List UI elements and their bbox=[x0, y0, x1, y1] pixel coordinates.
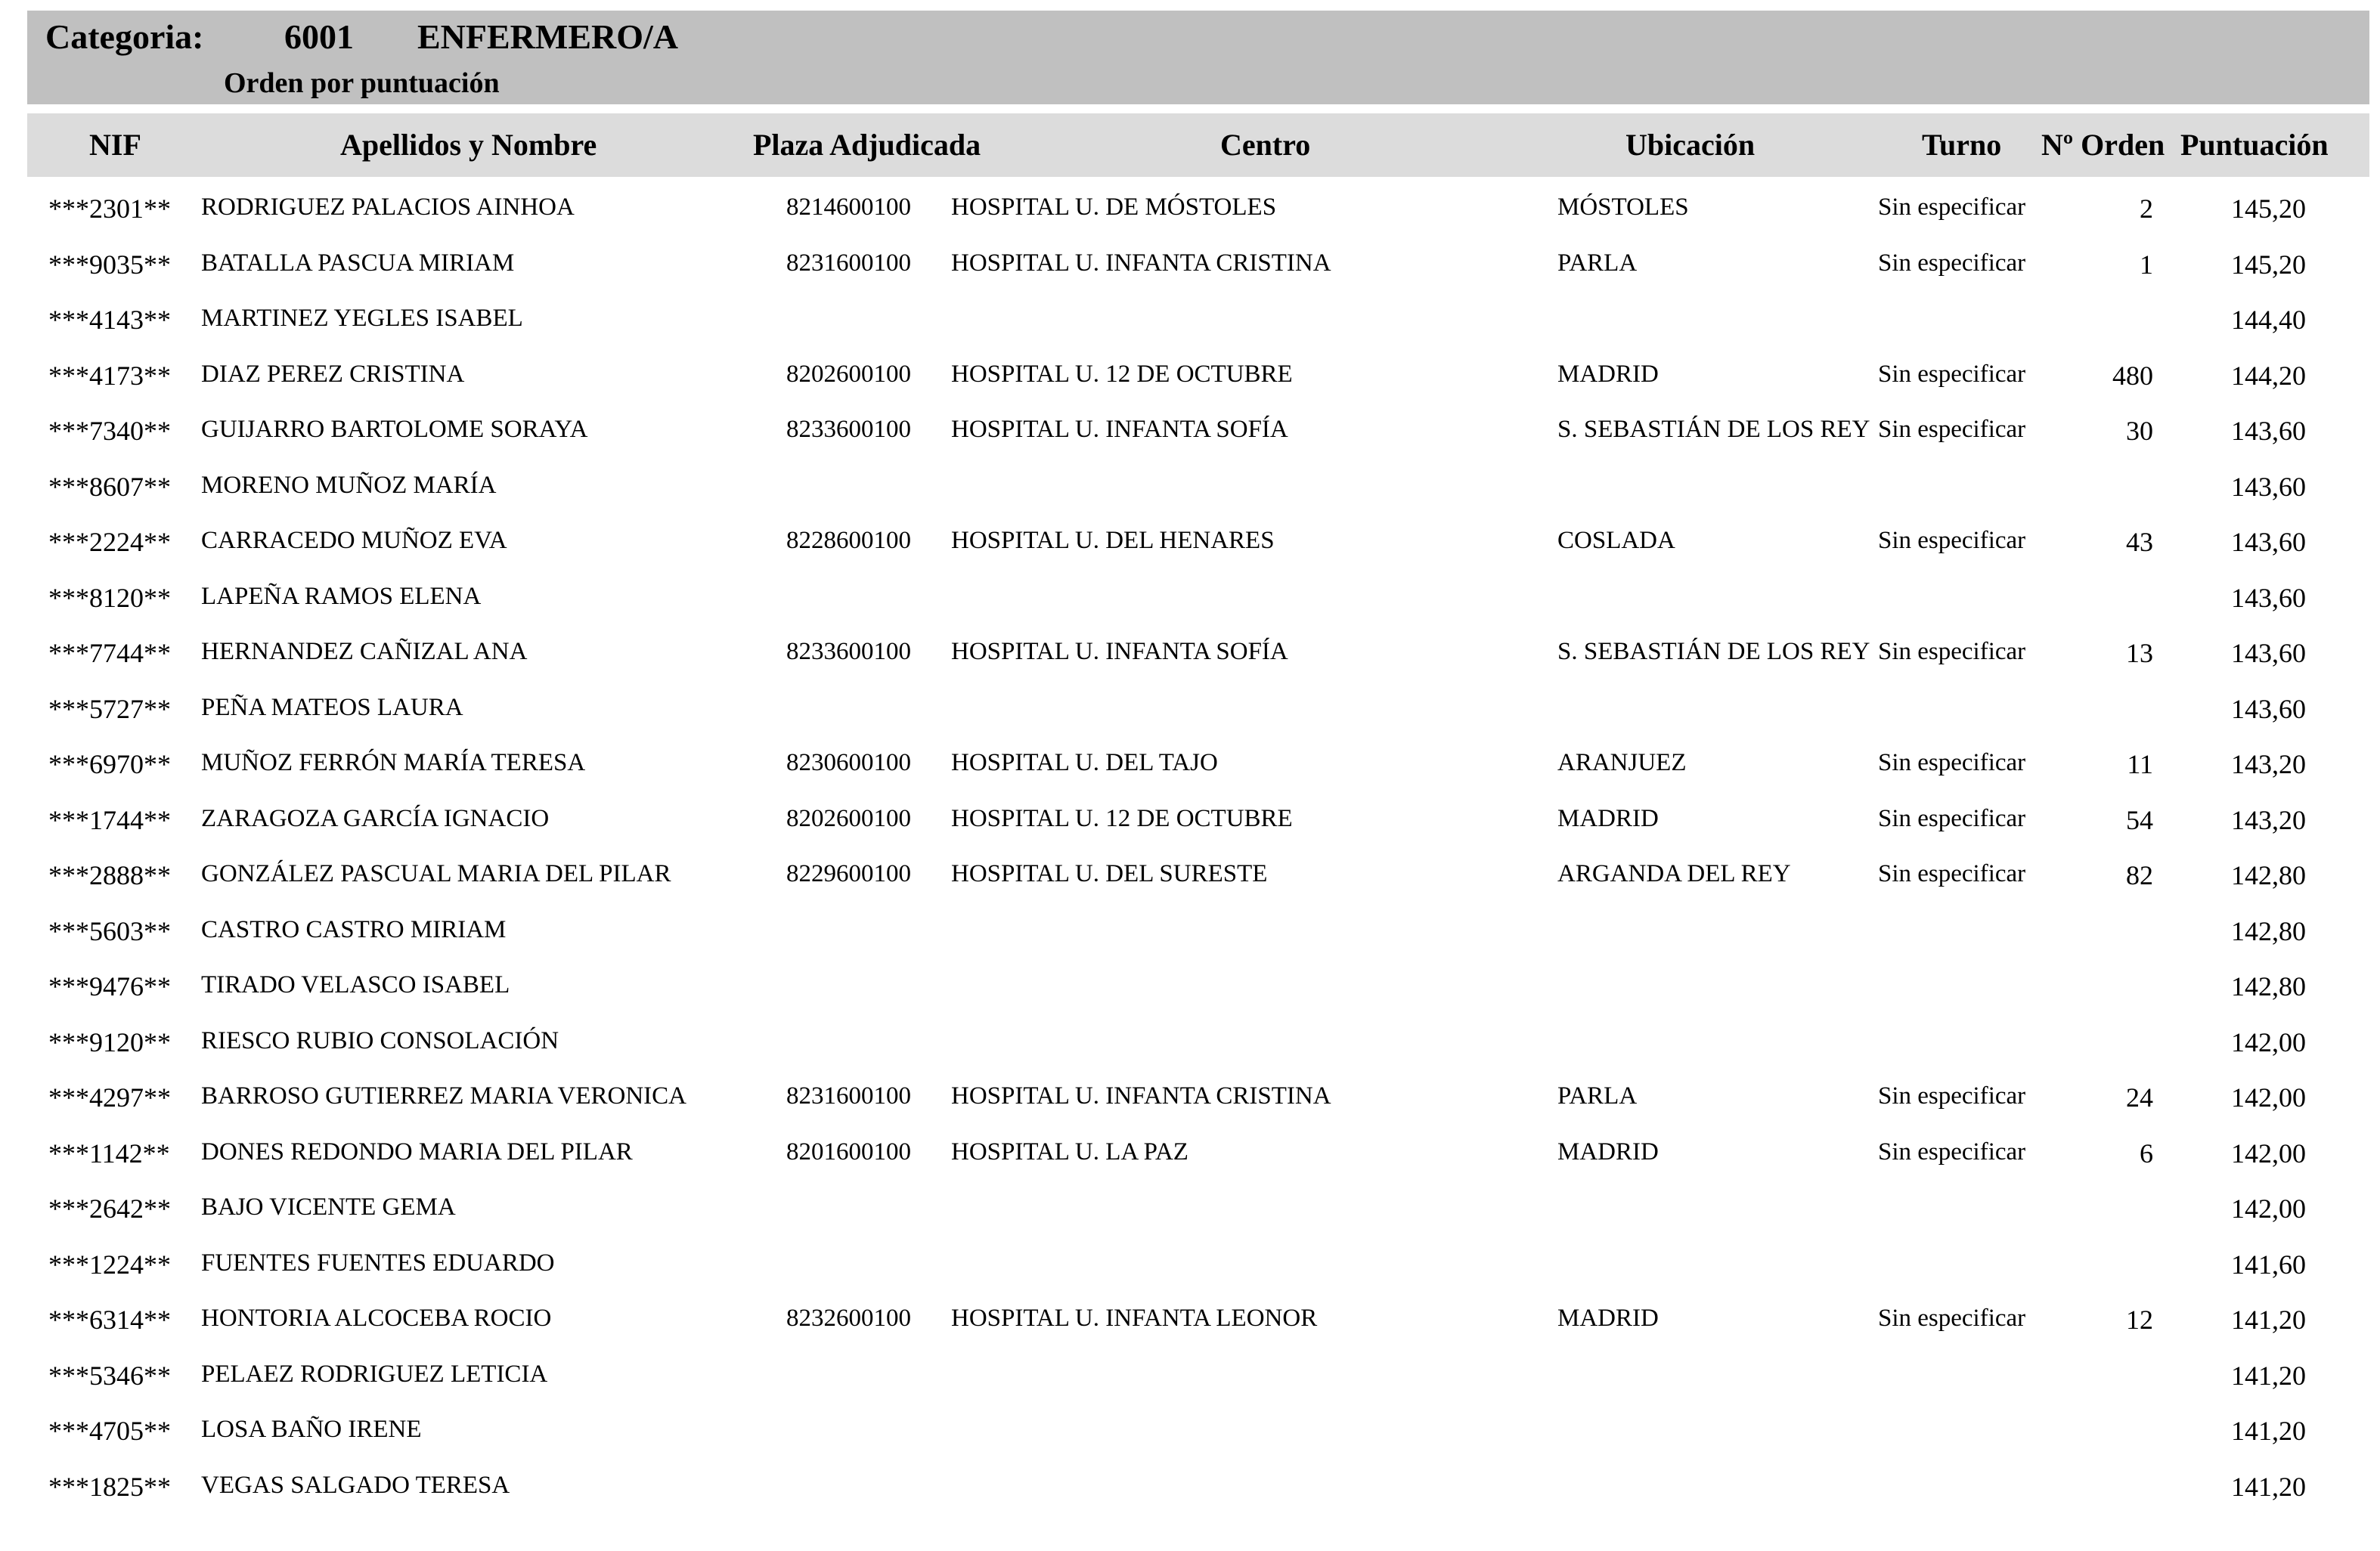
cell-nif: ***1142** bbox=[48, 1138, 170, 1169]
table-row bbox=[0, 413, 2380, 469]
cell-nif: ***8607** bbox=[48, 471, 171, 502]
cell-centro: HOSPITAL U. 12 DE OCTUBRE bbox=[951, 804, 1293, 832]
cell-name: LOSA BAÑO IRENE bbox=[201, 1416, 422, 1443]
cell-ubicacion: PARLA bbox=[1557, 249, 1638, 277]
cell-puntuacion: 143,60 bbox=[2231, 416, 2306, 446]
cell-nif: ***9476** bbox=[48, 971, 171, 1001]
cell-puntuacion: 144,40 bbox=[2231, 305, 2306, 335]
cell-ubicacion: ARANJUEZ bbox=[1557, 749, 1687, 776]
cell-puntuacion: 143,60 bbox=[2231, 527, 2306, 557]
cell-name: VEGAS SALGADO TERESA bbox=[201, 1471, 510, 1499]
cell-name: GONZÁLEZ PASCUAL MARIA DEL PILAR bbox=[201, 860, 671, 887]
table-row bbox=[0, 1079, 2380, 1135]
column-header-centro: Centro bbox=[1220, 128, 1311, 162]
table-row bbox=[0, 580, 2380, 636]
cell-ubicacion: COSLADA bbox=[1557, 527, 1675, 554]
cell-puntuacion: 141,20 bbox=[2231, 1305, 2306, 1335]
cell-name: HERNANDEZ CAÑIZAL ANA bbox=[201, 638, 528, 665]
table-row bbox=[0, 802, 2380, 858]
cell-orden: 11 bbox=[2127, 749, 2153, 779]
column-header-nif: NIF bbox=[89, 128, 141, 162]
cell-plaza: 8233600100 bbox=[786, 638, 911, 665]
cell-orden: 24 bbox=[2126, 1082, 2153, 1113]
cell-nif: ***8120** bbox=[48, 582, 171, 613]
cell-ubicacion: MÓSTOLES bbox=[1557, 193, 1689, 221]
cell-name: MARTINEZ YEGLES ISABEL bbox=[201, 305, 523, 332]
category-label: Categoria: bbox=[45, 17, 204, 56]
table-row bbox=[0, 246, 2380, 302]
column-header-orden: Nº Orden bbox=[2041, 128, 2165, 162]
cell-puntuacion: 142,00 bbox=[2231, 1193, 2306, 1224]
cell-ubicacion: S. SEBASTIÁN DE LOS REY bbox=[1557, 416, 1870, 443]
category-name: ENFERMERO/A bbox=[417, 17, 678, 56]
cell-ubicacion: MADRID bbox=[1557, 1305, 1659, 1332]
cell-puntuacion: 142,00 bbox=[2231, 1082, 2306, 1113]
cell-turno: Sin especificar bbox=[1878, 1305, 2026, 1332]
cell-ubicacion: MADRID bbox=[1557, 360, 1659, 388]
cell-name: DONES REDONDO MARIA DEL PILAR bbox=[201, 1138, 633, 1166]
cell-orden: 12 bbox=[2126, 1305, 2153, 1335]
cell-name: CASTRO CASTRO MIRIAM bbox=[201, 915, 507, 943]
cell-puntuacion: 141,20 bbox=[2231, 1471, 2306, 1502]
table-row bbox=[0, 1469, 2380, 1525]
table-row bbox=[0, 1024, 2380, 1080]
cell-puntuacion: 143,60 bbox=[2231, 693, 2306, 724]
cell-centro: HOSPITAL U. 12 DE OCTUBRE bbox=[951, 360, 1293, 388]
cell-orden: 2 bbox=[2140, 193, 2153, 224]
table-row bbox=[0, 302, 2380, 358]
cell-centro: HOSPITAL U. INFANTA SOFÍA bbox=[951, 638, 1288, 665]
column-header-name: Apellidos y Nombre bbox=[340, 128, 597, 162]
table-row bbox=[0, 524, 2380, 580]
cell-name: CARRACEDO MUÑOZ EVA bbox=[201, 527, 507, 554]
cell-centro: HOSPITAL U. INFANTA CRISTINA bbox=[951, 249, 1331, 277]
table-row bbox=[0, 746, 2380, 802]
cell-nif: ***2301** bbox=[48, 193, 171, 224]
cell-nif: ***4705** bbox=[48, 1416, 171, 1446]
cell-name: HONTORIA ALCOCEBA ROCIO bbox=[201, 1305, 552, 1332]
cell-centro: HOSPITAL U. DEL TAJO bbox=[951, 749, 1218, 776]
cell-orden: 54 bbox=[2126, 804, 2153, 835]
cell-centro: HOSPITAL U. INFANTA LEONOR bbox=[951, 1305, 1318, 1332]
cell-turno: Sin especificar bbox=[1878, 1082, 2026, 1110]
cell-nif: ***6314** bbox=[48, 1305, 171, 1335]
cell-nif: ***9035** bbox=[48, 249, 171, 280]
cell-orden: 13 bbox=[2126, 638, 2153, 668]
cell-nif: ***7340** bbox=[48, 416, 171, 446]
cell-puntuacion: 144,20 bbox=[2231, 360, 2306, 391]
cell-turno: Sin especificar bbox=[1878, 638, 2026, 665]
cell-nif: ***6970** bbox=[48, 749, 171, 779]
cell-puntuacion: 142,00 bbox=[2231, 1138, 2306, 1169]
cell-nif: ***1224** bbox=[48, 1249, 171, 1280]
cell-puntuacion: 143,20 bbox=[2231, 804, 2306, 835]
cell-nif: ***2642** bbox=[48, 1193, 171, 1224]
cell-puntuacion: 145,20 bbox=[2231, 249, 2306, 280]
cell-nif: ***7744** bbox=[48, 638, 171, 668]
cell-plaza: 8231600100 bbox=[786, 1082, 911, 1110]
cell-centro: HOSPITAL U. DE MÓSTOLES bbox=[951, 193, 1277, 221]
table-row bbox=[0, 1358, 2380, 1413]
table-row bbox=[0, 1135, 2380, 1191]
cell-nif: ***9120** bbox=[48, 1026, 171, 1057]
cell-nif: ***4297** bbox=[48, 1082, 171, 1113]
cell-turno: Sin especificar bbox=[1878, 360, 2026, 388]
cell-nif: ***4173** bbox=[48, 360, 171, 391]
column-header-plaza: Plaza Adjudicada bbox=[753, 128, 981, 162]
cell-name: RODRIGUEZ PALACIOS AINHOA bbox=[201, 193, 575, 221]
table-row bbox=[0, 469, 2380, 525]
table-row bbox=[0, 635, 2380, 691]
cell-name: TIRADO VELASCO ISABEL bbox=[201, 971, 510, 998]
cell-centro: HOSPITAL U. INFANTA CRISTINA bbox=[951, 1082, 1331, 1110]
table-row bbox=[0, 1302, 2380, 1358]
cell-nif: ***5346** bbox=[48, 1360, 171, 1391]
cell-orden: 1 bbox=[2140, 249, 2153, 280]
cell-puntuacion: 145,20 bbox=[2231, 193, 2306, 224]
cell-centro: HOSPITAL U. DEL SURESTE bbox=[951, 860, 1268, 887]
cell-turno: Sin especificar bbox=[1878, 193, 2026, 221]
cell-puntuacion: 141,60 bbox=[2231, 1249, 2306, 1280]
cell-turno: Sin especificar bbox=[1878, 749, 2026, 776]
cell-orden: 30 bbox=[2126, 416, 2153, 446]
cell-plaza: 8228600100 bbox=[786, 527, 911, 554]
cell-plaza: 8201600100 bbox=[786, 1138, 911, 1166]
cell-puntuacion: 143,60 bbox=[2231, 471, 2306, 502]
cell-ubicacion: MADRID bbox=[1557, 804, 1659, 832]
table-row bbox=[0, 190, 2380, 246]
table-row bbox=[0, 968, 2380, 1024]
cell-turno: Sin especificar bbox=[1878, 416, 2026, 443]
cell-puntuacion: 141,20 bbox=[2231, 1360, 2306, 1391]
cell-name: PEÑA MATEOS LAURA bbox=[201, 693, 463, 721]
table-row bbox=[0, 691, 2380, 747]
cell-puntuacion: 143,60 bbox=[2231, 638, 2306, 668]
cell-orden: 82 bbox=[2126, 860, 2153, 890]
cell-puntuacion: 141,20 bbox=[2231, 1416, 2306, 1446]
cell-name: BAJO VICENTE GEMA bbox=[201, 1193, 456, 1221]
cell-turno: Sin especificar bbox=[1878, 249, 2026, 277]
table-row bbox=[0, 913, 2380, 969]
cell-nif: ***1744** bbox=[48, 804, 171, 835]
cell-plaza: 8231600100 bbox=[786, 249, 911, 277]
cell-ubicacion: S. SEBASTIÁN DE LOS REY bbox=[1557, 638, 1870, 665]
cell-name: PELAEZ RODRIGUEZ LETICIA bbox=[201, 1360, 548, 1388]
category-code: 6001 bbox=[284, 17, 354, 56]
cell-puntuacion: 142,00 bbox=[2231, 1026, 2306, 1057]
cell-nif: ***5727** bbox=[48, 693, 171, 724]
cell-plaza: 8229600100 bbox=[786, 860, 911, 887]
cell-nif: ***5603** bbox=[48, 915, 171, 946]
table-row bbox=[0, 857, 2380, 913]
cell-puntuacion: 143,20 bbox=[2231, 749, 2306, 779]
table-row bbox=[0, 358, 2380, 413]
cell-name: BATALLA PASCUA MIRIAM bbox=[201, 249, 515, 277]
cell-puntuacion: 142,80 bbox=[2231, 860, 2306, 890]
cell-name: FUENTES FUENTES EDUARDO bbox=[201, 1249, 555, 1277]
column-header-ubicacion: Ubicación bbox=[1625, 128, 1756, 162]
cell-plaza: 8202600100 bbox=[786, 360, 911, 388]
cell-name: LAPEÑA RAMOS ELENA bbox=[201, 582, 482, 610]
table-row bbox=[0, 1413, 2380, 1469]
cell-name: DIAZ PEREZ CRISTINA bbox=[201, 360, 465, 388]
column-header-puntuacion: Puntuación bbox=[2180, 128, 2329, 162]
cell-turno: Sin especificar bbox=[1878, 1138, 2026, 1166]
cell-nif: ***1825** bbox=[48, 1471, 171, 1502]
cell-orden: 480 bbox=[2112, 360, 2153, 391]
cell-nif: ***2224** bbox=[48, 527, 171, 557]
cell-orden: 6 bbox=[2140, 1138, 2153, 1169]
cell-name: MORENO MUÑOZ MARÍA bbox=[201, 471, 497, 499]
sort-order-subtitle: Orden por puntuación bbox=[224, 67, 500, 99]
cell-ubicacion: MADRID bbox=[1557, 1138, 1659, 1166]
cell-ubicacion: PARLA bbox=[1557, 1082, 1638, 1110]
cell-puntuacion: 143,60 bbox=[2231, 582, 2306, 613]
cell-centro: HOSPITAL U. INFANTA SOFÍA bbox=[951, 416, 1288, 443]
cell-centro: HOSPITAL U. LA PAZ bbox=[951, 1138, 1188, 1166]
table-row bbox=[0, 1246, 2380, 1302]
cell-plaza: 8233600100 bbox=[786, 416, 911, 443]
cell-plaza: 8230600100 bbox=[786, 749, 911, 776]
cell-nif: ***4143** bbox=[48, 305, 171, 335]
cell-turno: Sin especificar bbox=[1878, 860, 2026, 887]
cell-turno: Sin especificar bbox=[1878, 804, 2026, 832]
cell-name: ZARAGOZA GARCÍA IGNACIO bbox=[201, 804, 550, 832]
cell-name: GUIJARRO BARTOLOME SORAYA bbox=[201, 416, 588, 443]
cell-name: MUÑOZ FERRÓN MARÍA TERESA bbox=[201, 749, 586, 776]
cell-puntuacion: 142,80 bbox=[2231, 971, 2306, 1001]
cell-ubicacion: ARGANDA DEL REY bbox=[1557, 860, 1791, 887]
cell-plaza: 8232600100 bbox=[786, 1305, 911, 1332]
cell-puntuacion: 142,80 bbox=[2231, 915, 2306, 946]
cell-orden: 43 bbox=[2126, 527, 2153, 557]
column-header-turno: Turno bbox=[1922, 128, 2002, 162]
table-row bbox=[0, 1190, 2380, 1246]
results-table-body bbox=[0, 190, 2380, 1524]
cell-plaza: 8202600100 bbox=[786, 804, 911, 832]
cell-nif: ***2888** bbox=[48, 860, 171, 890]
cell-plaza: 8214600100 bbox=[786, 193, 911, 221]
cell-name: RIESCO RUBIO CONSOLACIÓN bbox=[201, 1026, 559, 1054]
cell-turno: Sin especificar bbox=[1878, 527, 2026, 554]
cell-name: BARROSO GUTIERREZ MARIA VERONICA bbox=[201, 1082, 687, 1110]
cell-centro: HOSPITAL U. DEL HENARES bbox=[951, 527, 1275, 554]
